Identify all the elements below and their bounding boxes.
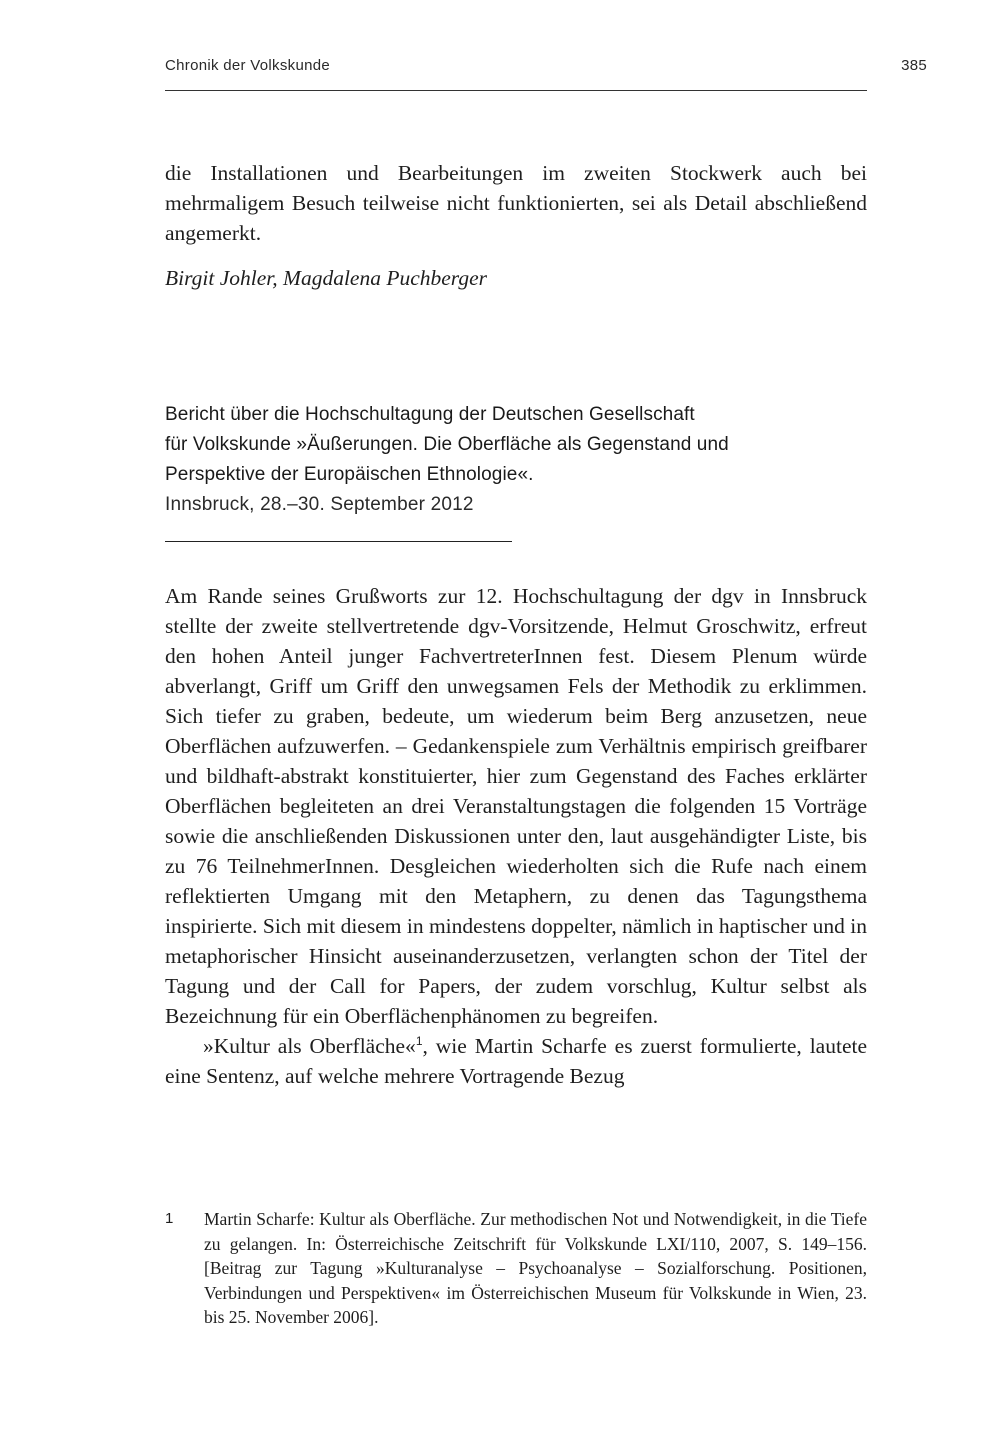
closing-paragraph: die Installationen und Bearbeitungen im zweiten Stockwerk auch bei mehrmaligem Besuch teilweise nicht funktionierten, sei als Detail abschließend angemerkt. (165, 161, 867, 245)
footnote-text: Martin Scharfe: Kultur als Oberfläche. Zur methodischen Not und Notwendigkeit, in die Tiefe zu gelangen. In: Österreichische Zeitschrift für Volkskunde LXI/110, 2007, S. 149–156. [Beitrag zur Tagung »Kulturanalyse – Psychoanalyse – Sozialforschung. Positionen, Verbindungen und Perspektiven« im Österreichischen Museum für Volkskunde in Wien, 23. bis 25. November 2006]. (204, 1209, 867, 1327)
article-heading (165, 400, 867, 520)
article-title-line-2: für Volkskunde »Äußerungen. Die Oberfläche als Gegenstand und (165, 434, 729, 455)
running-title: Chronik der Volkskunde (165, 57, 331, 74)
article-title-line-3: Perspektive der Europäischen Ethnologie«. (165, 464, 534, 485)
author-signature: Birgit Johler, Magdalena Puchberger (165, 266, 488, 290)
article-title-line-1: Bericht über die Hochschultagung der Deutschen Gesellschaft (165, 404, 695, 425)
running-head (165, 57, 927, 79)
footnote-1 (165, 1207, 867, 1330)
body-paragraph-1: Am Rande seines Grußworts zur 12. Hochschultagung der dgv in Innsbruck stellte der zweite stellvertretende dgv-Vorsitzende, Helmut Groschwitz, erfreut den hohen Anteil junger FachvertreterInnen fest. Diesem Plenum würde abverlangt, Griff um Griff den unwegsamen Fels der Methodik zu erklimmen. Sich tiefer zu graben, bedeute, um wiederum beim Berg anzusetzen, neue Oberflächen aufzuwerfen. – Gedankenspiele zum Verhältnis empirisch greifbarer und bildhaft-abstrakt konstituierter, hier zum Gegenstand des Faches erklärter Oberflächen begleiteten an drei Veranstaltungstagen die folgenden 15 Vorträge sowie die anschließenden Diskussionen unter den, laut ausgehändigter Liste, bis zu 76 TeilnehmerInnen. Desgleichen wiederholten sich die Rufe nach einem reflektierten Umgang mit den Metaphern, zu denen das Tagungsthema inspirierte. Sich mit diesem in mindestens doppelter, nämlich in haptischer und in metaphorischer Hinsicht auseinanderzusetzen, verlangten schon der Titel der Tagung und der Call for Papers, der zudem vorschlug, Kultur selbst als Bezeichnung für ein Oberflächenphänomen zu begreifen. (165, 584, 867, 1028)
heading-rule (165, 541, 512, 542)
paragraph-2-text: , wie Martin Scharfe es zuerst formulierte, lautete eine Sentenz, auf welche mehrere Vortragende Bezug (165, 1034, 867, 1088)
quote-kultur-als-oberflaeche: »Kultur als Oberfläche« (203, 1034, 416, 1058)
article-place-date: Innsbruck, 28.–30. September 2012 (165, 494, 474, 515)
previous-article-closing (165, 158, 867, 248)
footnote-reference[interactable]: 1 (415, 1033, 423, 1048)
page-number: 385 (901, 57, 927, 74)
footnote-number: 1 (165, 1210, 174, 1227)
article-body (165, 581, 867, 1091)
body-paragraph-2 (165, 1031, 867, 1091)
header-rule (165, 90, 867, 91)
